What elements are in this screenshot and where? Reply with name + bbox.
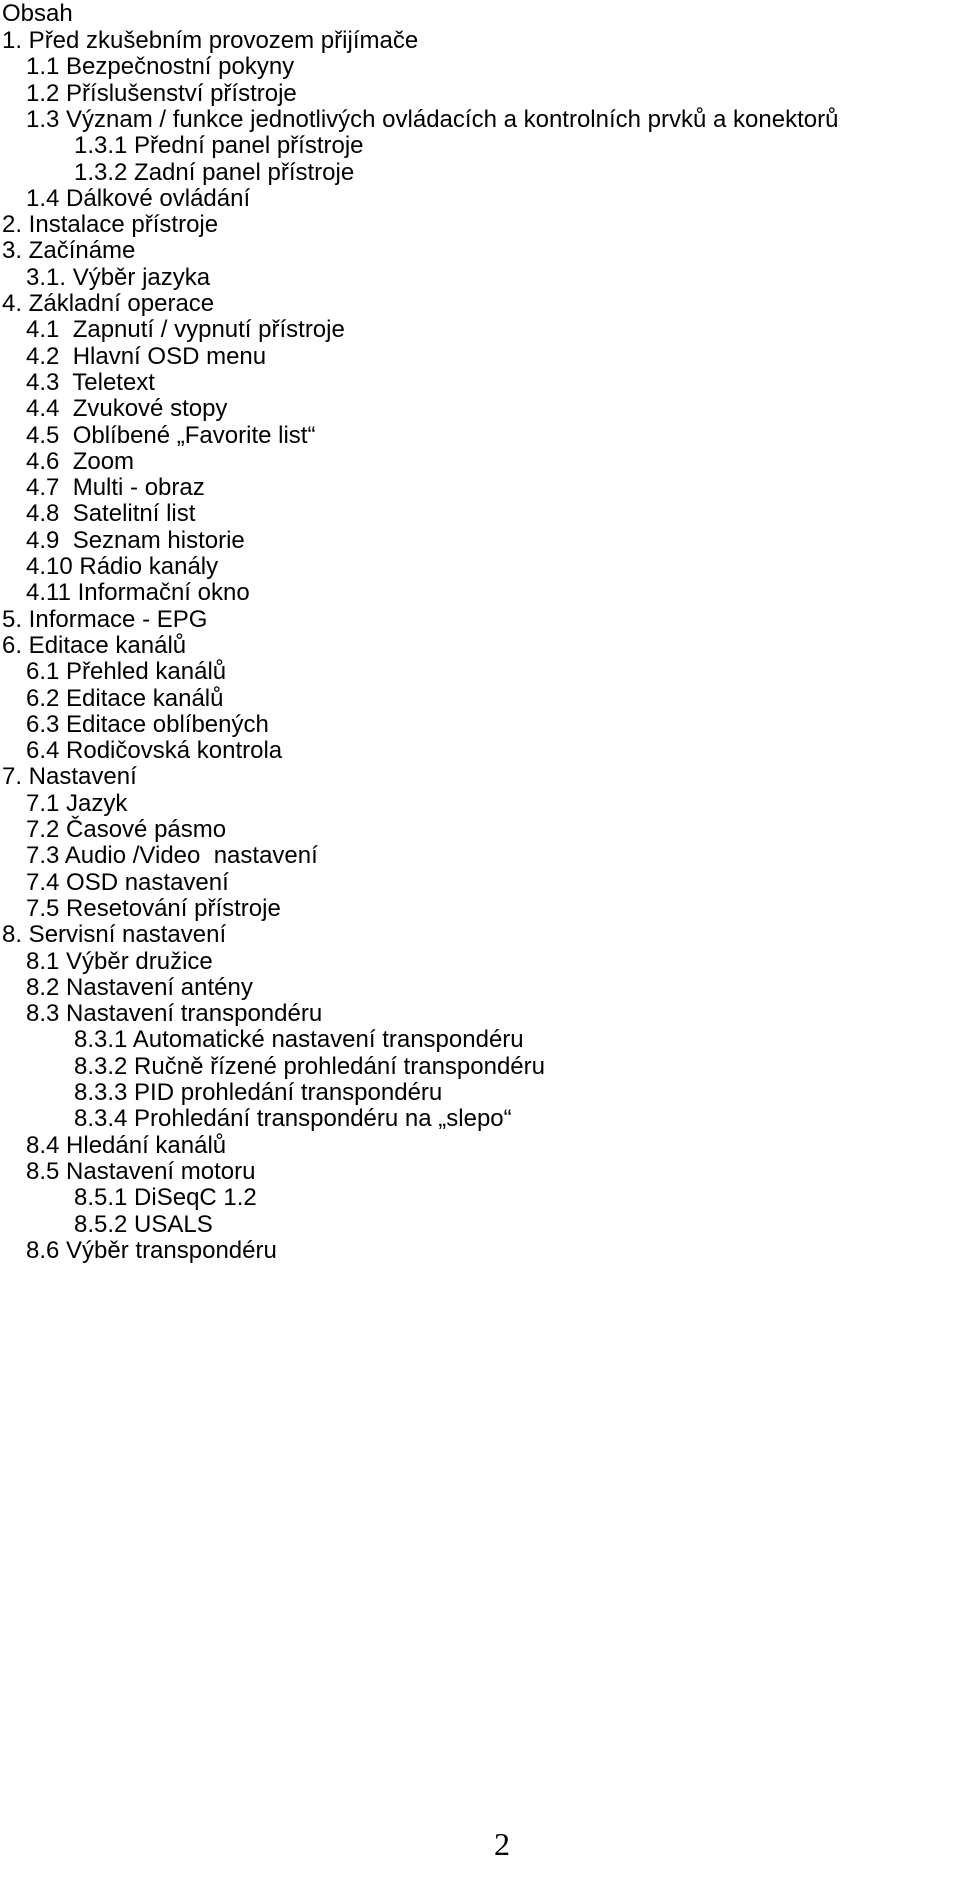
toc-item[interactable]: 8.4 Hledání kanálů: [26, 1132, 227, 1159]
toc-item[interactable]: 1.2 Příslušenství přístroje: [26, 80, 297, 107]
toc-item[interactable]: 4.11 Informační okno: [26, 579, 250, 606]
toc-item[interactable]: 4.7 Multi - obraz: [26, 474, 205, 501]
toc-item[interactable]: 1.4 Dálkové ovládání: [26, 185, 251, 212]
toc-item[interactable]: 8.1 Výběr družice: [26, 948, 213, 975]
toc-item[interactable]: 6.1 Přehled kanálů: [26, 658, 227, 685]
toc-title: Obsah: [2, 0, 73, 27]
toc-item[interactable]: 6.2 Editace kanálů: [26, 685, 224, 712]
toc-item[interactable]: 8.5 Nastavení motoru: [26, 1158, 256, 1185]
toc-item[interactable]: 6. Editace kanálů: [2, 632, 187, 659]
toc-item[interactable]: 8.5.1 DiSeqC 1.2: [74, 1184, 257, 1211]
toc-item[interactable]: 1. Před zkušebním provozem přijímače: [2, 27, 419, 54]
toc-item[interactable]: 3.1. Výběr jazyka: [26, 264, 211, 291]
toc-item[interactable]: 7.2 Časové pásmo: [26, 816, 227, 843]
toc-item[interactable]: 6.3 Editace oblíbených: [26, 711, 269, 738]
toc-item[interactable]: 4.9 Seznam historie: [26, 527, 245, 554]
toc-item[interactable]: 1.3.1 Přední panel přístroje: [74, 132, 364, 159]
toc-item[interactable]: 4.5 Oblíbené „Favorite list“: [26, 422, 316, 449]
toc-item[interactable]: 1.3.2 Zadní panel přístroje: [74, 159, 355, 186]
toc-item[interactable]: 6.4 Rodičovská kontrola: [26, 737, 283, 764]
toc-item[interactable]: 4.6 Zoom: [26, 448, 135, 475]
toc-item[interactable]: 8.3.1 Automatické nastavení transpondéru: [74, 1026, 524, 1053]
toc-item[interactable]: 1.3 Význam / funkce jednotlivých ovládacích a kontrolních prvků a konektorů: [26, 106, 839, 133]
toc-item[interactable]: 7.3 Audio /Video nastavení: [26, 842, 318, 869]
toc-item[interactable]: 4.3 Teletext: [26, 369, 155, 396]
toc-item[interactable]: 4.8 Satelitní list: [26, 500, 196, 527]
toc-item[interactable]: 5. Informace - EPG: [2, 606, 208, 633]
toc-item[interactable]: 4.10 Rádio kanály: [26, 553, 219, 580]
page-number: 2: [494, 1826, 510, 1862]
toc-item[interactable]: 3. Začínáme: [2, 237, 136, 264]
toc-item[interactable]: 4.4 Zvukové stopy: [26, 395, 228, 422]
toc-item[interactable]: 4. Základní operace: [2, 290, 215, 317]
toc-item[interactable]: 8.2 Nastavení antény: [26, 974, 253, 1001]
toc-item[interactable]: 8.5.2 USALS: [74, 1211, 213, 1238]
toc-item[interactable]: 2. Instalace přístroje: [2, 211, 219, 238]
toc-item[interactable]: 4.2 Hlavní OSD menu: [26, 343, 267, 370]
toc-item[interactable]: 4.1 Zapnutí / vypnutí přístroje: [26, 316, 345, 343]
toc-item[interactable]: 7.5 Resetování přístroje: [26, 895, 281, 922]
toc-item[interactable]: 1.1 Bezpečnostní pokyny: [26, 53, 295, 80]
toc-item[interactable]: 8.3 Nastavení transpondéru: [26, 1000, 323, 1027]
toc-item[interactable]: 8.3.3 PID prohledání transpondéru: [74, 1079, 443, 1106]
toc-item[interactable]: 7.4 OSD nastavení: [26, 869, 229, 896]
toc-item[interactable]: 8. Servisní nastavení: [2, 921, 227, 948]
toc-item[interactable]: 8.3.4 Prohledání transpondéru na „slepo“: [74, 1105, 512, 1132]
toc-item[interactable]: 7. Nastavení: [2, 763, 137, 790]
toc-item[interactable]: 8.3.2 Ručně řízené prohledání transpondéru: [74, 1053, 545, 1080]
toc-item[interactable]: 8.6 Výběr transpondéru: [26, 1237, 277, 1264]
toc-item[interactable]: 7.1 Jazyk: [26, 790, 128, 817]
